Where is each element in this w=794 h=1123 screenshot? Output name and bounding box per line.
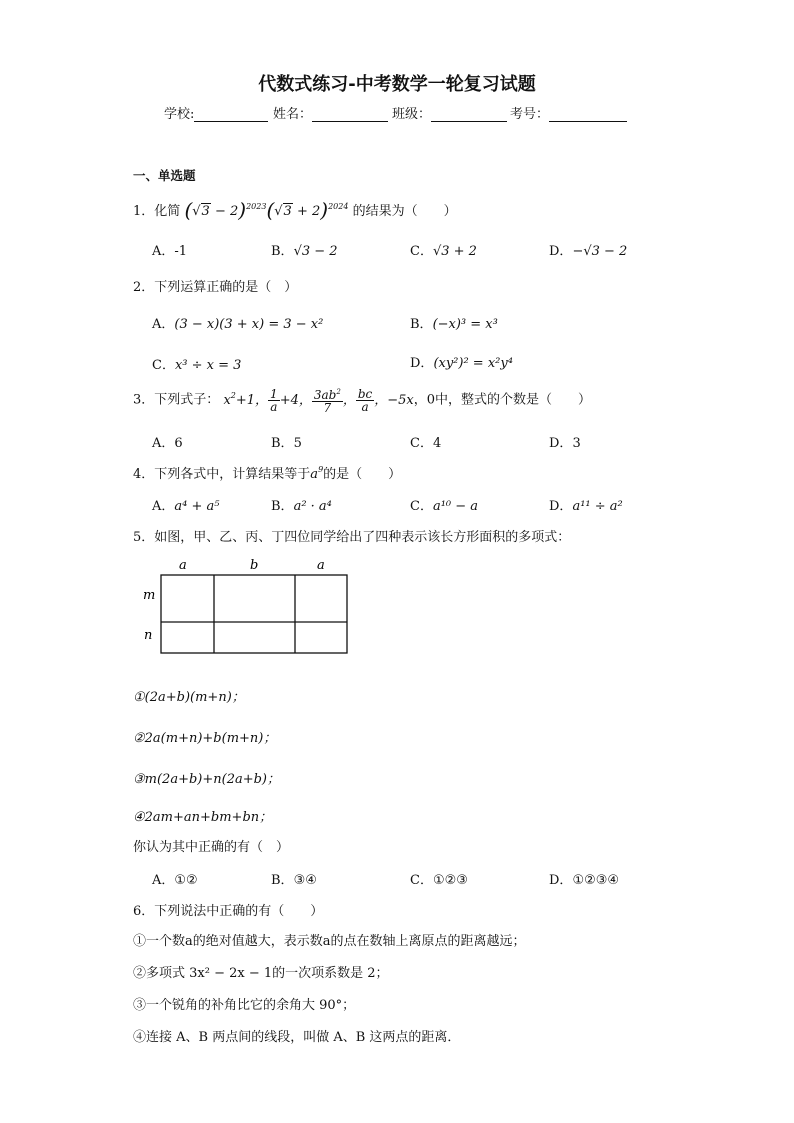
page-title: 代数式练习-中考数学一轮复习试题: [258, 74, 536, 95]
question-suffix: ，0中，整式的个数是（ ）: [413, 392, 592, 408]
question-text: 下列运算正确的是（ ）: [154, 280, 298, 295]
q1-option-a[interactable]: A．-1: [152, 244, 188, 259]
question-2: [133, 276, 297, 295]
q2-option-d[interactable]: D．(xy²)² = x²y⁴: [410, 356, 513, 371]
exam-no-blank[interactable]: [549, 107, 627, 122]
rectangle-figure: [135, 553, 355, 657]
q5-option-b[interactable]: B．③④: [271, 873, 317, 888]
q5-item-1: ①(2a+b)(m+n)；: [133, 690, 245, 705]
q1-option-d[interactable]: D．−√3 − 2: [549, 244, 628, 259]
q4-option-c[interactable]: C．a¹⁰ − a: [410, 499, 479, 514]
question-6: [133, 900, 323, 919]
class-label: 班级：: [392, 107, 432, 122]
q6-statement-4: ④连接 A、B 两点间的线段，叫做 A、B 这两点的距离．: [133, 1030, 461, 1045]
q5-item-4: ④2am+an+bm+bn；: [133, 810, 273, 825]
q4-option-d[interactable]: D．a¹¹ ÷ a²: [549, 499, 623, 514]
q3-option-c[interactable]: C．4: [410, 436, 442, 451]
q5-item-3: ③m(2a+b)+n(2a+b)；: [133, 772, 281, 787]
q3-option-a[interactable]: A．6: [152, 436, 183, 451]
question-suffix: 的结果为（ ）: [352, 204, 457, 219]
section-title: 一、单选题: [133, 168, 196, 183]
q6-statement-1: ①一个数a的绝对值越大，表示数a的点在数轴上离原点的距离越远；: [133, 934, 526, 949]
question-text: 下列说法中正确的有（ ）: [154, 904, 324, 919]
question-number: 6．: [133, 904, 155, 919]
q1-option-b[interactable]: B．√3 − 2: [271, 244, 338, 259]
q4-target: $a^9$: [310, 465, 324, 482]
class-blank[interactable]: [431, 107, 507, 122]
q6-statement-3: ③一个锐角的补角比它的余角大 90°；: [133, 998, 356, 1013]
question-prefix: 下列式子：: [154, 392, 220, 408]
school-field: [164, 103, 268, 122]
q3-expression: $x^2+1$， $\frac{1}{a}$ +4， $\frac{3ab^2}{7}$ ， $\frac{bc}{a}$ ，−5x: [223, 386, 414, 415]
q5-option-d[interactable]: D．①②③④: [549, 873, 620, 888]
question-3: [133, 386, 591, 414]
class-field: [392, 103, 507, 122]
question-number: 2．: [133, 280, 155, 295]
question-1: [133, 198, 457, 222]
q2-option-b[interactable]: B．(−x)³ = x³: [410, 317, 498, 332]
school-label: 学校:: [164, 107, 195, 122]
figure-label-top-a2: a: [317, 558, 325, 573]
name-blank[interactable]: [312, 107, 388, 122]
q3-option-b[interactable]: B．5: [271, 436, 302, 451]
q5-option-c[interactable]: C．①②③: [410, 873, 468, 888]
q3-option-d[interactable]: D．3: [549, 436, 581, 451]
question-number: 1．: [133, 204, 155, 219]
q6-statement-2: ②多项式 3x² − 2x − 1的一次项系数是 2；: [133, 966, 389, 981]
figure-label-top-a1: a: [179, 558, 187, 573]
q1-expression: $(√3 - 2)^{2023}(√3 + 2)^{2024}$: [184, 198, 349, 222]
name-field: [273, 103, 388, 122]
exam-no-field: [510, 103, 627, 122]
question-number: 3．: [133, 392, 155, 408]
q2-option-c[interactable]: C．x³ ÷ x = 3: [152, 358, 242, 373]
question-5: [133, 526, 570, 545]
q5-ask: 你认为其中正确的有（ ）: [133, 840, 290, 855]
question-text: 如图，甲、乙、丙、丁四位同学给出了四种表示该长方形面积的多项式：: [154, 530, 571, 545]
question-number: 4．: [133, 467, 155, 482]
figure-label-side-m: m: [143, 588, 156, 603]
name-label: 姓名：: [273, 107, 313, 122]
q4-option-a[interactable]: A．a⁴ + a⁵: [152, 499, 220, 514]
school-blank[interactable]: [194, 107, 268, 122]
figure-label-top-b: b: [250, 558, 259, 573]
q1-option-c[interactable]: C．√3 + 2: [410, 244, 477, 259]
q4-option-b[interactable]: B．a² · a⁴: [271, 499, 332, 514]
question-number: 5．: [133, 530, 155, 545]
question-prefix: 化简: [154, 204, 181, 219]
exam-no-label: 考号：: [510, 107, 550, 122]
figure-label-side-n: n: [144, 628, 153, 643]
q2-option-a[interactable]: A．(3 − x)(3 + x) = 3 − x²: [152, 317, 324, 332]
question-4: [133, 463, 401, 482]
question-prefix: 下列各式中，计算结果等于: [154, 467, 311, 482]
q5-option-a[interactable]: A．①②: [152, 873, 198, 888]
q5-item-2: ②2a(m+n)+b(m+n)；: [133, 731, 277, 746]
question-suffix: 的是（ ）: [323, 467, 402, 482]
